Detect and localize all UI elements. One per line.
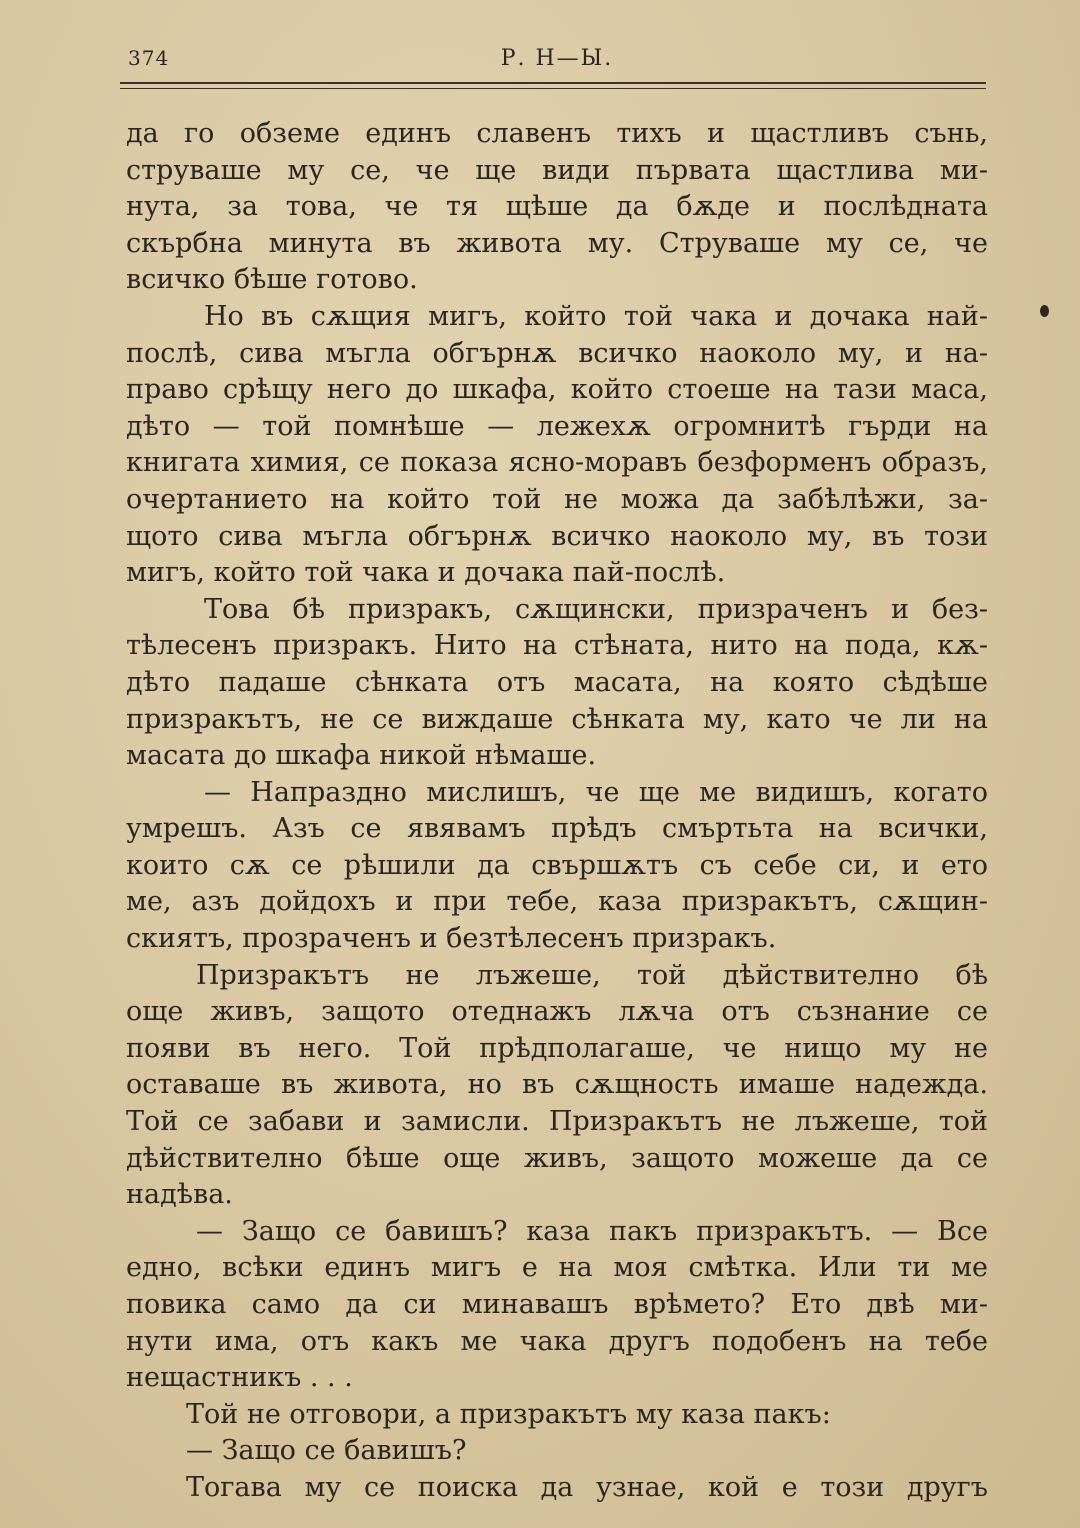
ink-spot bbox=[1040, 305, 1049, 317]
text-line: оставаше въ живота, но въ сѫщность имаше надежда. bbox=[126, 1069, 988, 1101]
text-line: очертанието на който той не можа да забѣлѣжи, за- bbox=[126, 483, 988, 515]
text-line: скърбна минута въ живота му. Струваше му се, че bbox=[126, 227, 988, 259]
text-line: надѣва. bbox=[126, 1179, 233, 1211]
text-line: Той не отговори, а призракътъ му каза пакъ: bbox=[186, 1398, 831, 1430]
text-line: ме, азъ дойдохъ и при тебе, каза призракътъ, сѫщин- bbox=[126, 886, 988, 918]
text-line: книгата химия, се показа ясно-моравъ безформенъ образъ, bbox=[126, 447, 988, 479]
text-line: послѣ, сива мъгла обгърнѫ всичко наоколо му, и на- bbox=[126, 337, 988, 369]
text-line: право срѣщу него до шкафа, който стоеше на тази маса, bbox=[126, 374, 988, 406]
text-line: Тогава му се поиска да узнае, кой е този другъ bbox=[186, 1471, 988, 1503]
text-line: нути има, отъ какъ ме чака другъ подобенъ на тебе bbox=[126, 1325, 988, 1357]
page-number: 374 bbox=[128, 46, 170, 70]
text-line: едно, всѣки единъ мигъ е на моя смѣтка. Или ти ме bbox=[126, 1252, 988, 1284]
text-line: щото сива мъгла обгърнѫ всичко наоколо му, въ този bbox=[126, 520, 988, 552]
text-line: Той се забави и замисли. Призракътъ не лъжеше, той bbox=[126, 1106, 988, 1138]
text-line: Но въ сѫщия мигъ, който той чака и дочака най- bbox=[204, 300, 988, 332]
text-line: да го обземе единъ славенъ тихъ и щастливъ сънь, bbox=[126, 118, 988, 149]
text-line: които сѫ се рѣшили да свършѫтъ съ себе си, и ето bbox=[126, 849, 988, 881]
text-line: масата до шкафа никой нѣмаше. bbox=[126, 740, 597, 772]
text-line: призракътъ, не се виждаше сѣнката му, като че ли на bbox=[126, 703, 988, 735]
text-line: нещастникъ . . . bbox=[126, 1362, 353, 1394]
text-line: скиятъ, прозраченъ и безтѣлесенъ призракъ. bbox=[126, 923, 777, 955]
running-head: Р. Н—Ы. bbox=[500, 46, 614, 71]
text-line: дѣто падаше сѣнката отъ масата, на която сѣдѣше bbox=[126, 666, 988, 698]
text-line: повика само да си минавашъ врѣмето? Ето двѣ ми- bbox=[126, 1289, 988, 1320]
text-line: — Защо се бавишъ? bbox=[186, 1435, 467, 1467]
text-line: дѣйствително бѣше още живъ, защото можеше да се bbox=[126, 1142, 988, 1174]
text-line: Това бѣ призракъ, сѫщински, призраченъ и без- bbox=[204, 593, 988, 625]
body-text bbox=[126, 116, 988, 1507]
text-line: нута, за това, че тя щѣше да бѫде и послѣдната bbox=[126, 191, 988, 223]
text-line: всичко бѣше готово. bbox=[126, 264, 418, 296]
text-line: струваше му се, че ще види първата щастлива ми- bbox=[126, 154, 988, 186]
header-rule-thin bbox=[120, 88, 986, 89]
text-line: Призракътъ не лъжеше, той дѣйствително бѣ bbox=[196, 959, 988, 991]
text-line: умрешъ. Азъ се явявамъ прѣдъ смъртьта на всички, bbox=[126, 813, 988, 845]
text-line: тѣлесенъ призракъ. Нито на стѣната, нито на пода, кѫ- bbox=[126, 630, 988, 662]
text-line: — Защо се бавишъ? каза пакъ призракътъ. — Все bbox=[196, 1215, 988, 1247]
header-rule bbox=[120, 82, 986, 84]
text-line: още живъ, защото отеднажъ лѫча отъ съзнание се bbox=[126, 996, 988, 1028]
text-line: дѣто — той помнѣше — лежехѫ огромнитѣ гърди на bbox=[126, 410, 988, 442]
text-line: мигъ, който той чака и дочака пай-послѣ. bbox=[126, 557, 726, 589]
page-header bbox=[128, 40, 986, 80]
text-line: — Напраздно мислишъ, че ще ме видишъ, когато bbox=[204, 776, 988, 808]
text-line: появи въ него. Той прѣдполагаше, че нищо му не bbox=[126, 1032, 988, 1064]
